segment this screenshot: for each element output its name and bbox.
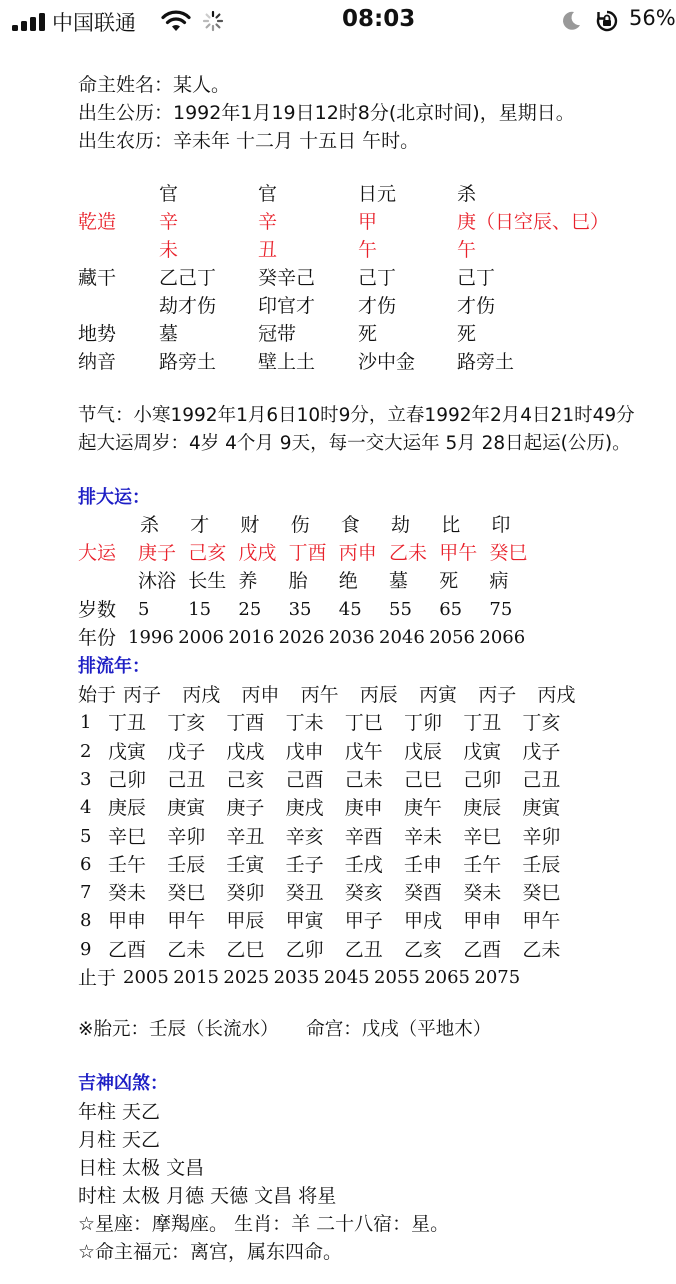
ten-god-label: 食 (340, 514, 360, 536)
dayun-year: 2026 (278, 627, 325, 648)
annual-end-year: 2055 (374, 967, 420, 988)
dayun-age: 65 (439, 599, 463, 620)
ten-god-label: 财 (240, 514, 260, 536)
annual-ganzhi: 癸未 (463, 882, 502, 905)
hidden-stem-gods: 才伤 (358, 295, 397, 317)
annual-ganzhi: 癸巳 (522, 882, 561, 905)
annual-ganzhi: 壬寅 (226, 853, 265, 876)
dayun-age: 5 (138, 599, 150, 620)
annual-row-index: 2 (80, 740, 92, 762)
dayun-year: 2016 (228, 627, 275, 648)
luck-start-age: 起大运周岁：4岁 4个月 9天，每一交大运年 5月 28日起运(公历)。 (78, 433, 631, 454)
earthly-branch: 丑 (258, 239, 278, 261)
heavenly-stem: 辛 (159, 211, 179, 233)
annual-start-ganzhi: 丙寅 (419, 684, 458, 706)
dayun-ganzhi: 己亥 (188, 542, 227, 564)
annual-ganzhi: 丁亥 (167, 712, 206, 735)
status-bar (0, 0, 676, 44)
annual-ganzhi: 己酉 (285, 768, 324, 791)
annual-row-index: 8 (80, 910, 92, 932)
hidden-stems: 己丁 (358, 267, 397, 289)
annual-ganzhi: 甲午 (167, 910, 206, 933)
dayun-ganzhi: 甲午 (439, 542, 478, 564)
annual-row-index: 7 (80, 882, 92, 904)
hidden-stems: 癸辛己 (258, 267, 316, 289)
qianzao-label: 乾造 (78, 211, 117, 233)
wifi-icon (161, 9, 191, 33)
nayin-label: 纳音 (78, 351, 117, 373)
shensha-line: 日柱 太极 文昌 (78, 1157, 205, 1179)
hidden-stems: 己丁 (457, 267, 496, 289)
liunian-heading: 排流年： (78, 656, 150, 677)
ten-god-label: 比 (441, 514, 461, 536)
annual-ganzhi: 乙酉 (108, 938, 147, 961)
annual-ganzhi: 庚辰 (463, 797, 502, 820)
nayin-element: 沙中金 (358, 351, 416, 373)
annual-ganzhi: 丁卯 (404, 712, 443, 735)
annual-start-ganzhi: 丙辰 (359, 684, 398, 706)
dayun-growth-stage: 长生 (188, 570, 227, 592)
dayun-year: 2006 (178, 627, 224, 648)
annual-ganzhi: 己丑 (167, 768, 206, 791)
annual-ganzhi: 癸卯 (226, 882, 265, 905)
annual-ganzhi: 乙巳 (226, 938, 265, 961)
annual-ganzhi: 辛未 (404, 825, 443, 848)
hidden-stem-gods: 劫才伤 (159, 295, 217, 317)
annual-ganzhi: 癸丑 (285, 882, 324, 905)
battery-percent: 56% (629, 6, 676, 30)
pillar-god: 官 (159, 183, 179, 205)
ten-god-label: 伤 (290, 514, 310, 536)
end-label: 止于 (78, 967, 117, 989)
annual-end-year: 2005 (123, 967, 169, 988)
hidden-stem-gods: 印官才 (258, 295, 316, 317)
annual-ganzhi: 壬戌 (344, 853, 383, 876)
dayun-age: 15 (188, 599, 212, 620)
annual-ganzhi: 戊寅 (463, 740, 502, 763)
ten-god-label: 劫 (391, 514, 411, 536)
ten-god-label: 才 (190, 514, 210, 536)
annual-ganzhi: 辛丑 (226, 825, 265, 848)
dayun-growth-stage: 沐浴 (138, 570, 177, 592)
annual-ganzhi: 壬申 (404, 853, 443, 876)
dishi-label: 地势 (78, 323, 117, 345)
annual-ganzhi: 己巳 (404, 768, 443, 791)
annual-row-index: 3 (80, 768, 92, 790)
heavenly-stem: 庚（日空辰、巳） (457, 211, 610, 233)
earthly-branch: 午 (358, 239, 378, 261)
heavenly-stem: 甲 (358, 211, 378, 233)
earthly-branch: 午 (457, 239, 477, 261)
annual-ganzhi: 庚申 (344, 797, 383, 820)
annual-ganzhi: 壬辰 (522, 853, 561, 876)
annual-ganzhi: 壬子 (285, 853, 324, 876)
annual-ganzhi: 己丑 (522, 768, 561, 791)
nayin-element: 路旁土 (159, 351, 217, 373)
dayun-age: 75 (489, 599, 513, 620)
dayun-age: 45 (338, 599, 362, 620)
pillar-god: 日元 (358, 183, 397, 205)
dayun-growth-stage: 死 (439, 570, 459, 592)
annual-ganzhi: 辛卯 (167, 825, 206, 848)
growth-stage: 冠带 (258, 323, 297, 345)
annual-ganzhi: 甲午 (522, 910, 561, 933)
fetal-origin-and-life-palace: ※胎元：壬辰（长流水） 命宫：戊戌（平地木） (78, 1019, 492, 1040)
annual-ganzhi: 戊子 (522, 740, 561, 763)
start-label: 始于 (78, 684, 117, 706)
annual-ganzhi: 乙卯 (285, 938, 324, 961)
pillar-god: 杀 (457, 183, 477, 205)
signal-icon (12, 13, 46, 31)
annual-ganzhi: 癸酉 (404, 882, 443, 905)
dayun-ganzhi: 乙未 (389, 542, 428, 564)
annual-ganzhi: 戊子 (167, 740, 206, 763)
annual-row-index: 1 (80, 712, 92, 734)
annual-ganzhi: 丁未 (285, 712, 324, 735)
annual-row-index: 9 (80, 938, 92, 960)
annual-ganzhi: 丁亥 (522, 712, 561, 735)
canggan-label: 藏干 (78, 267, 117, 289)
loading-spinner-icon (202, 10, 224, 32)
dayun-year: 2036 (328, 627, 375, 648)
solar-terms: 节气：小寒1992年1月6日10时9分，立春1992年2月4日21时49分 (78, 405, 635, 426)
annual-ganzhi: 甲戌 (404, 910, 443, 933)
nayin-element: 壁上土 (258, 351, 316, 373)
annual-ganzhi: 己未 (344, 768, 383, 791)
dayun-growth-stage: 病 (489, 570, 509, 592)
annual-ganzhi: 甲申 (463, 910, 502, 933)
carrier-name: 中国联通 (52, 11, 136, 35)
annual-end-year: 2035 (273, 967, 320, 988)
annual-ganzhi: 丁巳 (344, 712, 383, 735)
annual-ganzhi: 甲寅 (285, 910, 324, 933)
dayun-year: 2066 (479, 627, 526, 648)
shensha-line: 时柱 太极 月德 天德 文昌 将星 (78, 1185, 337, 1207)
annual-ganzhi: 庚寅 (522, 797, 561, 820)
dayun-growth-stage: 养 (238, 570, 258, 592)
annual-ganzhi: 庚戌 (285, 797, 324, 820)
ten-god-label: 印 (491, 514, 511, 536)
annual-ganzhi: 壬午 (463, 853, 502, 876)
dayun-ganzhi: 丙申 (338, 542, 377, 564)
owner-name: 命主姓名：某人。 (78, 74, 231, 96)
heavenly-stem: 辛 (258, 211, 278, 233)
annual-ganzhi: 戊戌 (226, 740, 265, 763)
shensha-heading: 吉神凶煞： (78, 1073, 168, 1094)
annual-ganzhi: 丁丑 (463, 712, 502, 735)
year-label: 年份 (78, 627, 117, 649)
dayun-age: 25 (238, 599, 262, 620)
annual-ganzhi: 癸未 (108, 882, 147, 905)
annual-ganzhi: 乙未 (522, 938, 561, 961)
annual-ganzhi: 戊辰 (404, 740, 443, 763)
annual-start-ganzhi: 丙午 (300, 684, 339, 706)
dayun-growth-stage: 绝 (338, 570, 358, 592)
annual-ganzhi: 辛亥 (285, 825, 324, 848)
dayun-ganzhi: 戊戌 (238, 542, 277, 564)
annual-ganzhi: 乙亥 (404, 938, 443, 961)
annual-ganzhi: 己亥 (226, 768, 265, 791)
annual-ganzhi: 己卯 (463, 768, 502, 791)
annual-ganzhi: 癸巳 (167, 882, 206, 905)
dayun-year: 2046 (379, 627, 425, 648)
solar-birth-date: 出生公历：1992年1月19日12时8分(北京时间)，星期日。 (78, 102, 575, 124)
annual-start-ganzhi: 丙子 (123, 684, 162, 706)
zodiac-info: ☆星座：摩羯座。 生肖：羊 二十八宿：星。 (78, 1213, 450, 1235)
annual-ganzhi: 乙丑 (344, 938, 383, 961)
annual-ganzhi: 乙未 (167, 938, 206, 961)
annual-ganzhi: 辛卯 (522, 825, 561, 848)
annual-start-ganzhi: 丙申 (241, 684, 280, 706)
shensha-line: 年柱 天乙 (78, 1101, 161, 1123)
rotation-lock-icon (594, 9, 620, 33)
growth-stage: 死 (457, 323, 477, 345)
dayun-heading: 排大运： (78, 487, 150, 508)
annual-ganzhi: 庚寅 (167, 797, 206, 820)
hidden-stems: 乙己丁 (159, 267, 217, 289)
annual-row-index: 6 (80, 853, 92, 875)
dayun-growth-stage: 胎 (288, 570, 308, 592)
dayun-year: 2056 (429, 627, 475, 648)
annual-ganzhi: 丁丑 (108, 712, 147, 735)
do-not-disturb-moon-icon (560, 10, 582, 32)
annual-start-ganzhi: 丙戌 (537, 684, 576, 706)
age-label: 岁数 (78, 599, 117, 621)
annual-end-year: 2065 (424, 967, 470, 988)
annual-ganzhi: 甲辰 (226, 910, 265, 933)
annual-start-ganzhi: 丙戌 (182, 684, 221, 706)
annual-end-year: 2015 (173, 967, 219, 988)
annual-ganzhi: 甲子 (344, 910, 383, 933)
hidden-stem-gods: 才伤 (457, 295, 496, 317)
annual-end-year: 2025 (223, 967, 270, 988)
shensha-line: 月柱 天乙 (78, 1129, 161, 1151)
lunar-birth-date: 出生农历：辛未年 十二月 十五日 午时。 (78, 130, 420, 152)
annual-row-index: 5 (80, 825, 92, 847)
annual-ganzhi: 戊寅 (108, 740, 147, 763)
annual-row-index: 4 (80, 797, 92, 819)
annual-ganzhi: 辛巳 (463, 825, 502, 848)
annual-ganzhi: 癸亥 (344, 882, 383, 905)
earthly-branch: 未 (159, 239, 179, 261)
pillar-god: 官 (258, 183, 278, 205)
clock-time: 08:03 (342, 6, 416, 32)
annual-ganzhi: 庚午 (404, 797, 443, 820)
dayun-growth-stage: 墓 (389, 570, 409, 592)
dayun-ganzhi: 癸巳 (489, 542, 528, 564)
dayun-age: 55 (389, 599, 412, 620)
annual-ganzhi: 庚辰 (108, 797, 147, 820)
annual-ganzhi: 辛酉 (344, 825, 383, 848)
growth-stage: 死 (358, 323, 378, 345)
dayun-ganzhi: 庚子 (138, 542, 177, 564)
growth-stage: 墓 (159, 323, 179, 345)
annual-ganzhi: 戊申 (285, 740, 324, 763)
dayun-age: 35 (288, 599, 312, 620)
annual-ganzhi: 庚子 (226, 797, 265, 820)
annual-end-year: 2075 (474, 967, 521, 988)
annual-end-year: 2045 (323, 967, 370, 988)
ten-god-label: 杀 (140, 514, 160, 536)
annual-ganzhi: 己卯 (108, 768, 147, 791)
annual-ganzhi: 甲申 (108, 910, 147, 933)
annual-start-ganzhi: 丙子 (478, 684, 517, 706)
annual-ganzhi: 戊午 (344, 740, 383, 763)
dayun-label: 大运 (78, 542, 117, 564)
life-palace-info: ☆命主福元：离宫，属东四命。 (78, 1241, 343, 1263)
annual-ganzhi: 丁酉 (226, 712, 265, 735)
annual-ganzhi: 壬午 (108, 853, 147, 876)
annual-ganzhi: 辛巳 (108, 825, 147, 848)
annual-ganzhi: 乙酉 (463, 938, 502, 961)
dayun-year: 1996 (128, 627, 174, 648)
annual-ganzhi: 壬辰 (167, 853, 206, 876)
nayin-element: 路旁土 (457, 351, 515, 373)
dayun-ganzhi: 丁酉 (288, 542, 327, 564)
